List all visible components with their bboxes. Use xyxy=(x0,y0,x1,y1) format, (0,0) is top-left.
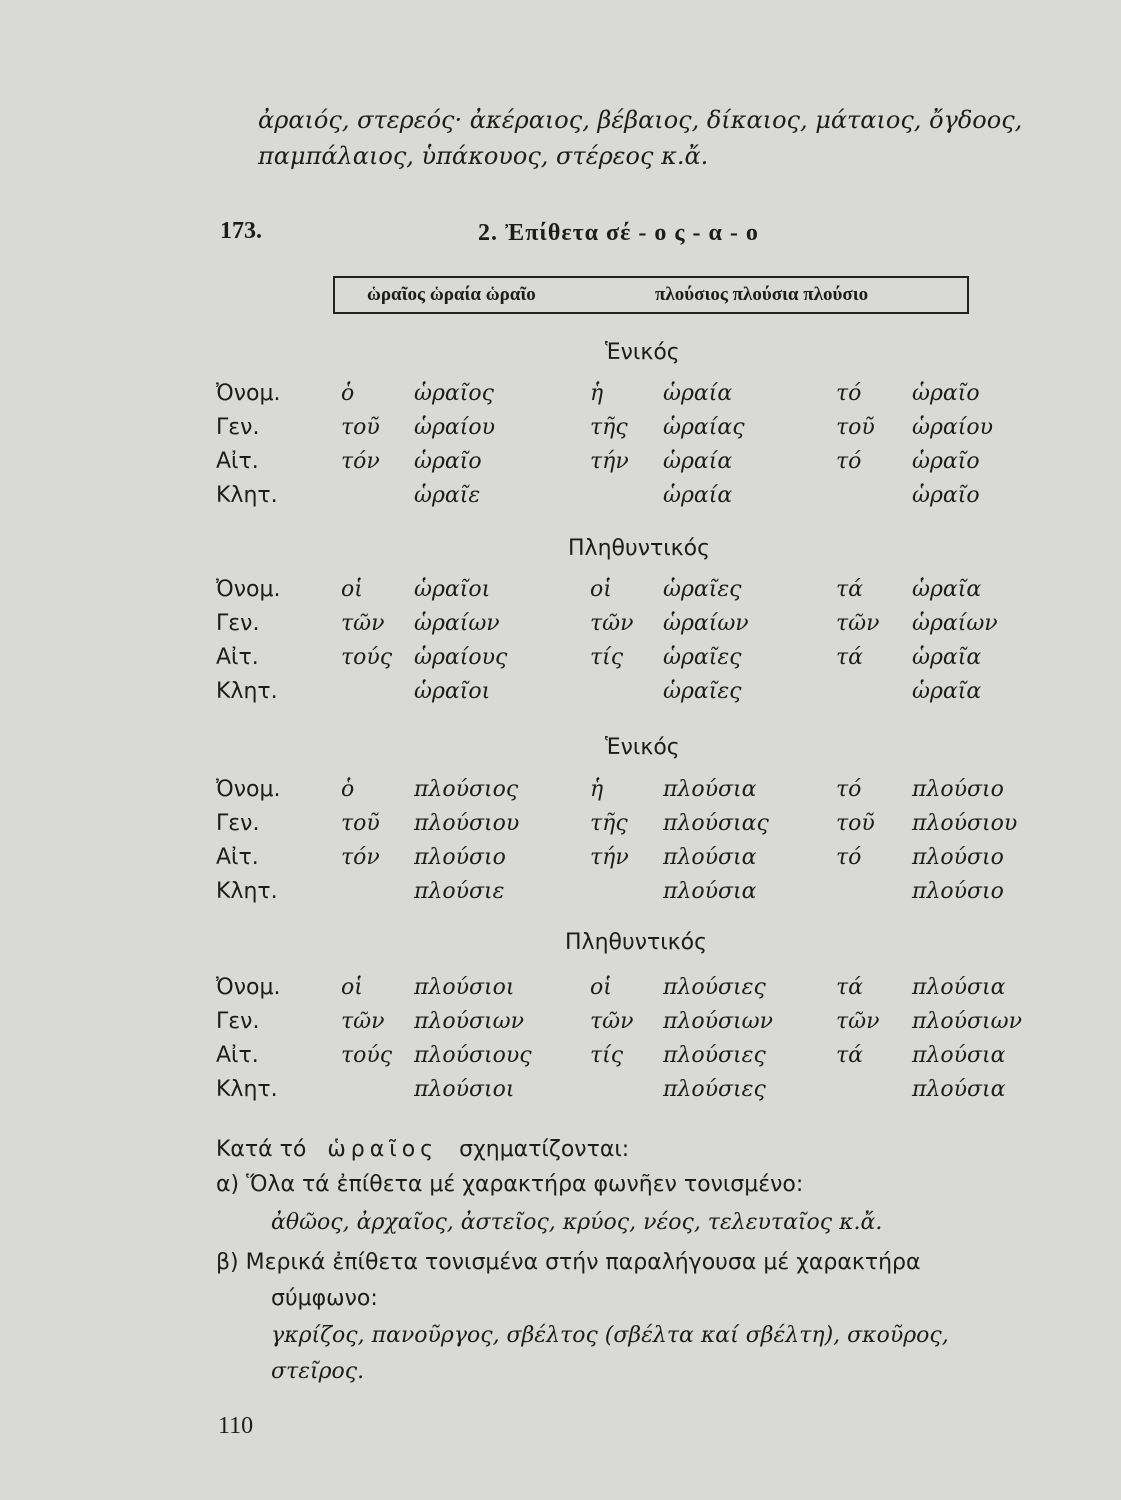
form-neut: πλούσιο xyxy=(912,845,1004,870)
case-label: Ὀνομ. xyxy=(216,381,281,406)
form-neut: πλούσια xyxy=(912,1043,1006,1068)
article-masc: τοῦ xyxy=(341,811,380,836)
article-fem: ἡ xyxy=(590,381,604,406)
article-masc: ὁ xyxy=(341,381,355,406)
form-neut: ὡραῖο xyxy=(912,483,980,508)
form-neut: ὡραῖα xyxy=(912,577,982,602)
rules-intro-prefix: Κατά τό xyxy=(216,1137,307,1162)
article-fem: τῆς xyxy=(590,415,628,440)
article-neut: τό xyxy=(836,381,862,406)
form-masc: πλούσιε xyxy=(414,879,505,904)
form-fem: πλούσιες xyxy=(663,1043,766,1068)
form-masc: πλούσιων xyxy=(414,1009,524,1034)
case-label: Κλητ. xyxy=(216,879,278,904)
article-neut: τῶν xyxy=(836,611,880,636)
article-masc: τούς xyxy=(341,1043,393,1068)
article-masc: τόν xyxy=(341,845,380,870)
case-label: Αἰτ. xyxy=(216,645,259,670)
paradigm-box-right: πλούσιος πλούσια πλούσιο xyxy=(655,284,869,305)
article-masc: τῶν xyxy=(341,611,385,636)
article-neut: τοῦ xyxy=(836,811,875,836)
article-neut: τοῦ xyxy=(836,415,875,440)
article-fem: τῆς xyxy=(590,811,628,836)
form-masc: πλούσιοι xyxy=(414,975,515,1000)
form-masc: ὡραίου xyxy=(414,415,495,440)
form-neut: πλούσιο xyxy=(912,777,1004,802)
form-fem: ὡραία xyxy=(663,449,733,474)
rules-intro-suffix: σχηματίζονται: xyxy=(459,1137,630,1162)
form-masc: πλούσιους xyxy=(414,1043,532,1068)
rule-a-examples: ἀθῶος, ἀρχαῖος, ἀστεῖος, κρύος, νέος, τελευταῖος κ.ἄ. xyxy=(271,1210,883,1235)
singular-header: Ἑνικός xyxy=(605,735,680,760)
form-fem: πλούσια xyxy=(663,845,757,870)
article-masc: τόν xyxy=(341,449,380,474)
form-fem: ὡραία xyxy=(663,483,733,508)
form-fem: πλούσιες xyxy=(663,975,766,1000)
form-fem: πλούσια xyxy=(663,879,757,904)
form-masc: πλούσιος xyxy=(414,777,519,802)
rule-b-text-1: β) Μερικά ἐπίθετα τονισμένα στήν παραλήγουσα μέ χαρακτήρα xyxy=(216,1250,921,1275)
article-masc: τοῦ xyxy=(341,415,380,440)
form-fem: πλούσιας xyxy=(663,811,769,836)
article-fem: τίς xyxy=(590,645,624,670)
section-title: 2. Ἐπίθετα σέ - ο ς - α - ο xyxy=(478,220,759,246)
form-masc: ὡραίων xyxy=(414,611,500,636)
article-fem: τήν xyxy=(590,449,629,474)
form-neut: ὡραῖο xyxy=(912,381,980,406)
case-label: Αἰτ. xyxy=(216,1043,259,1068)
case-label: Ὀνομ. xyxy=(216,975,281,1000)
form-fem: ὡραῖες xyxy=(663,645,742,670)
form-neut: πλούσιου xyxy=(912,811,1018,836)
case-label: Ὀνομ. xyxy=(216,577,281,602)
intro-line-1: ἀραιός, στερεός· ἀκέραιος, βέβαιος, δίκαιος, μάταιος, ὄγδοος, xyxy=(258,106,1023,134)
case-label: Ὀνομ. xyxy=(216,777,281,802)
page-number: 110 xyxy=(218,1413,254,1439)
rules-intro-word: ὡραῖος xyxy=(327,1137,439,1162)
case-label: Κλητ. xyxy=(216,1077,278,1102)
article-masc: τούς xyxy=(341,645,393,670)
rules-intro xyxy=(216,1137,629,1162)
form-masc: πλούσιου xyxy=(414,811,520,836)
plural-header: Πληθυντικός xyxy=(565,930,708,955)
form-neut: ὡραίων xyxy=(912,611,998,636)
article-neut: τό xyxy=(836,845,862,870)
article-masc: τῶν xyxy=(341,1009,385,1034)
case-label: Γεν. xyxy=(216,811,260,836)
rule-b-examples-1: γκρίζος, πανοῦργος, σβέλτος (σβέλτα καί σβέλτη), σκοῦρος, xyxy=(271,1323,949,1348)
form-masc: ὡραῖε xyxy=(414,483,481,508)
paradigm-box xyxy=(333,276,969,314)
form-neut: πλούσια xyxy=(912,1077,1006,1102)
intro-line-2: παμπάλαιος, ὑπάκουος, στέρεος κ.ἄ. xyxy=(258,142,709,170)
form-fem: ὡραία xyxy=(663,381,733,406)
article-fem: τίς xyxy=(590,1043,624,1068)
article-neut: τό xyxy=(836,777,862,802)
case-label: Γεν. xyxy=(216,415,260,440)
form-fem: πλούσιες xyxy=(663,1077,766,1102)
rule-a-text: α) Ὅλα τά ἐπίθετα μέ χαρακτήρα φωνῆεν τονισμένο: xyxy=(216,1172,804,1197)
case-label: Αἰτ. xyxy=(216,845,259,870)
article-neut: τά xyxy=(836,1043,864,1068)
form-masc: ὡραῖο xyxy=(414,449,482,474)
form-neut: πλούσιο xyxy=(912,879,1004,904)
section-number: 173. xyxy=(220,218,262,244)
form-fem: πλούσιων xyxy=(663,1009,773,1034)
form-neut: ὡραῖα xyxy=(912,679,982,704)
article-fem: τήν xyxy=(590,845,629,870)
form-masc: πλούσιοι xyxy=(414,1077,515,1102)
form-masc: πλούσιο xyxy=(414,845,506,870)
case-label: Αἰτ. xyxy=(216,449,259,474)
form-masc: ὡραῖοι xyxy=(414,679,491,704)
form-neut: πλούσιων xyxy=(912,1009,1022,1034)
article-neut: τά xyxy=(836,577,864,602)
form-masc: ὡραῖοι xyxy=(414,577,491,602)
article-fem: τῶν xyxy=(590,1009,634,1034)
article-masc: οἱ xyxy=(341,577,363,602)
form-fem: ὡραίας xyxy=(663,415,745,440)
article-fem: οἱ xyxy=(590,577,612,602)
form-neut: ὡραῖα xyxy=(912,645,982,670)
article-fem: ἡ xyxy=(590,777,604,802)
form-neut: ὡραῖο xyxy=(912,449,980,474)
article-neut: τῶν xyxy=(836,1009,880,1034)
rule-b-examples-2: στεῖρος. xyxy=(271,1359,365,1384)
form-neut: πλούσια xyxy=(912,975,1006,1000)
case-label: Κλητ. xyxy=(216,679,278,704)
case-label: Κλητ. xyxy=(216,483,278,508)
article-neut: τά xyxy=(836,645,864,670)
form-fem: πλούσια xyxy=(663,777,757,802)
form-neut: ὡραίου xyxy=(912,415,993,440)
form-fem: ὡραῖες xyxy=(663,577,742,602)
form-masc: ὡραίους xyxy=(414,645,508,670)
form-fem: ὡραίων xyxy=(663,611,749,636)
rule-b-text-2: σύμφωνο: xyxy=(271,1286,378,1311)
form-fem: ὡραῖες xyxy=(663,679,742,704)
article-masc: ὁ xyxy=(341,777,355,802)
article-neut: τά xyxy=(836,975,864,1000)
article-masc: οἱ xyxy=(341,975,363,1000)
plural-header: Πληθυντικός xyxy=(568,536,711,561)
paradigm-box-left: ὡραῖος ὡραία ὡραῖο xyxy=(367,284,536,305)
singular-header: Ἑνικός xyxy=(605,340,680,365)
article-fem: οἱ xyxy=(590,975,612,1000)
case-label: Γεν. xyxy=(216,1009,260,1034)
article-neut: τό xyxy=(836,449,862,474)
form-masc: ὡραῖος xyxy=(414,381,494,406)
case-label: Γεν. xyxy=(216,611,260,636)
article-fem: τῶν xyxy=(590,611,634,636)
